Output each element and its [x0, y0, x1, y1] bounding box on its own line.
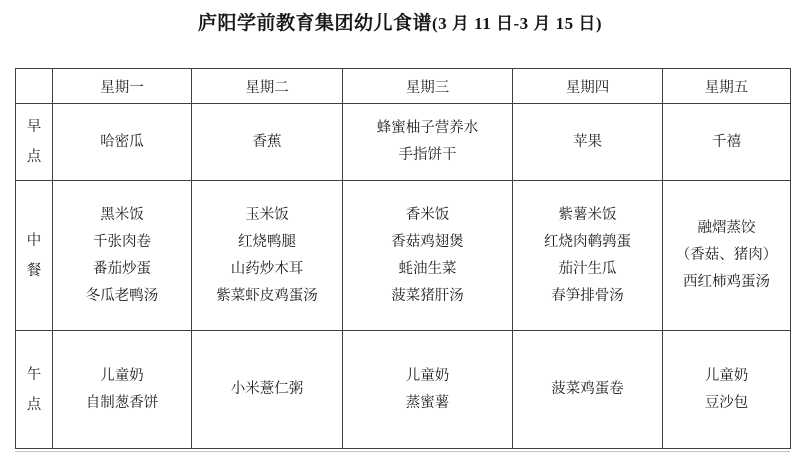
menu-item: 哈密瓜	[100, 133, 144, 150]
row-label-afternoon-snack: 午点	[16, 331, 53, 449]
document-title	[0, 8, 800, 35]
menu-item: 香菇鸡翅煲	[391, 233, 464, 250]
lunch-row	[16, 181, 791, 331]
menu-item: （香菇、猪肉）	[675, 247, 778, 263]
cell-lunch-friday	[663, 181, 791, 331]
row-label-breakfast: 早点	[16, 104, 53, 181]
menu-item: 玉米饭	[245, 206, 289, 223]
cell-snack-friday	[663, 331, 791, 449]
menu-item: 黑米饭	[100, 206, 144, 223]
cell-breakfast-monday	[53, 104, 192, 181]
cell-snack-wednesday	[343, 331, 513, 449]
menu-item: 融熠蒸饺	[697, 220, 756, 236]
menu-item: 手指饼干	[398, 147, 457, 163]
document-title-date-range: (3 月 11 日-3 月 15 日)	[431, 14, 603, 33]
menu-item: 香蕉	[252, 133, 282, 150]
column-header-thursday: 星期四	[513, 69, 663, 104]
breakfast-row	[16, 104, 791, 181]
menu-table	[15, 68, 791, 449]
cell-breakfast-thursday	[513, 104, 663, 181]
cell-lunch-monday	[53, 181, 192, 331]
column-header-monday: 星期一	[53, 69, 192, 104]
menu-item: 春笋排骨汤	[551, 287, 624, 304]
menu-item: 西红柿鸡蛋汤	[683, 274, 770, 290]
cell-breakfast-tuesday	[192, 104, 343, 181]
menu-item: 紫薯米饭	[558, 206, 617, 223]
menu-item: 豆沙包	[704, 394, 749, 411]
menu-item: 香米饭	[405, 206, 450, 223]
cell-snack-tuesday	[192, 331, 343, 449]
menu-item: 小米薏仁粥	[230, 381, 304, 397]
cell-lunch-tuesday	[192, 181, 343, 331]
menu-item: 菠菜猪肝汤	[391, 287, 464, 304]
menu-item: 红烧鸭腿	[238, 233, 296, 250]
menu-item: 紫菜虾皮鸡蛋汤	[216, 287, 318, 304]
menu-item: 蜂蜜柚子营养水	[376, 120, 479, 136]
menu-item: 儿童奶	[704, 367, 749, 384]
row-label-lunch: 中餐	[16, 181, 53, 331]
column-header-wednesday: 星期三	[343, 69, 513, 104]
menu-item: 苹果	[573, 133, 602, 150]
corner-cell	[16, 69, 53, 104]
menu-item: 红烧肉鹌鹑蛋	[544, 233, 631, 250]
menu-item: 番茄炒蛋	[93, 260, 151, 277]
header-row	[16, 69, 791, 104]
cell-snack-thursday	[513, 331, 663, 449]
afternoon-snack-row	[16, 331, 791, 449]
cell-snack-monday	[53, 331, 192, 449]
menu-item: 山药炒木耳	[230, 260, 304, 277]
cell-lunch-wednesday	[343, 181, 513, 331]
menu-item: 冬瓜老鸭汤	[85, 287, 159, 304]
document-title-main: 庐阳学前教育集团幼儿食谱	[197, 13, 432, 34]
column-header-tuesday: 星期二	[192, 69, 343, 104]
menu-item: 茄汁生瓜	[558, 260, 617, 277]
column-header-friday: 星期五	[663, 69, 791, 104]
cell-lunch-thursday	[513, 181, 663, 331]
menu-item: 蒸蜜薯	[405, 394, 450, 411]
menu-item: 儿童奶	[100, 367, 144, 384]
menu-item: 自制葱香饼	[85, 394, 159, 411]
menu-item: 千禧	[712, 133, 741, 150]
table-cutoff-line	[15, 451, 790, 452]
cell-breakfast-wednesday	[343, 104, 513, 181]
menu-item: 菠菜鸡蛋卷	[551, 381, 624, 397]
menu-item: 蚝油生菜	[398, 260, 457, 277]
cell-breakfast-friday	[663, 104, 791, 181]
menu-item: 千张肉卷	[93, 233, 151, 250]
menu-item: 儿童奶	[405, 367, 450, 384]
